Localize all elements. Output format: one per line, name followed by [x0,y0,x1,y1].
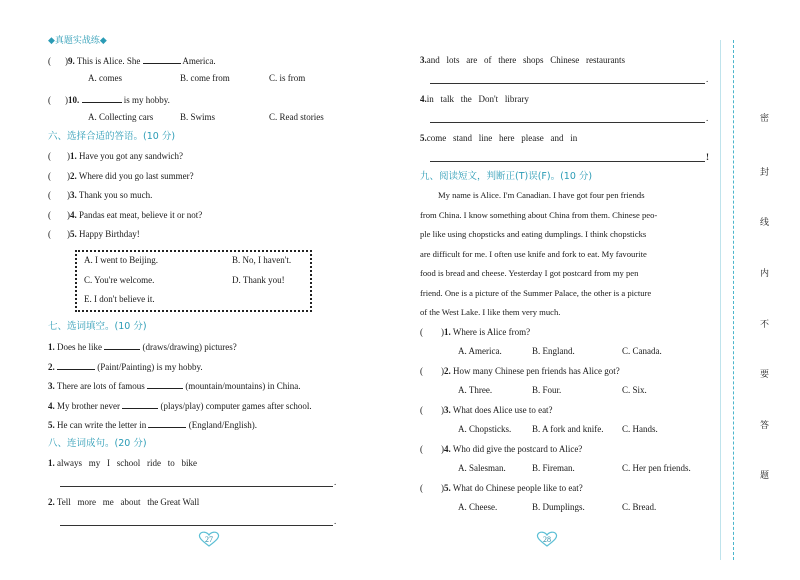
answer-choice: E. I don't believe it. [84,294,155,304]
reading-passage [420,186,716,323]
option: A. America. [458,346,502,356]
answer-line[interactable] [430,161,705,162]
answer-line[interactable] [60,486,333,487]
seal-char: 密 [760,114,770,124]
s6-item: ( )3. Thank you so much. [48,190,153,200]
line-end: . [706,74,709,84]
reading-question: ( )5. What do Chinese people like to eat? [420,483,583,493]
passage-line: food is bread and cheese. Yesterday I got postcard from my pen [420,268,639,278]
s8-item: 1. always my I school ride to bike [48,458,197,468]
passage-line: of the West Lake. I like them very much. [420,307,561,317]
margin-line [720,40,721,560]
page-number: 28 [543,535,551,544]
line-end: ! [706,152,709,162]
option: B. Dumplings. [532,502,585,512]
seal-char: 不 [760,320,770,330]
answer-choice: C. You're welcome. [84,275,155,285]
line-end: . [706,113,709,123]
option: A. comes [88,73,122,83]
s7-item: 3. There are lots of famous (mountain/mountains) in China. [48,381,301,391]
s8-item: 3.and lots are of there shops Chinese restaurants [420,55,625,65]
s7-item: 5. He can write the letter in (England/English). [48,420,257,430]
s7-item: 2. (Paint/Painting) is my hobby. [48,362,203,372]
option: A. Three. [458,385,493,395]
seal-line [733,40,734,560]
answer-line[interactable] [60,525,333,526]
option: C. Bread. [622,502,657,512]
option: C. Canada. [622,346,662,356]
option: B. come from [180,73,230,83]
seal-char: 答 [760,421,770,431]
section-6-title: 六、选择合适的答语。(10 分) [48,131,176,142]
answer-blank[interactable] [104,340,140,350]
option: C. Her pen friends. [622,463,691,473]
section-8-title: 八、连词成句。(20 分) [48,438,147,449]
reading-question: ( )1. Where is Alice from? [420,327,531,337]
answer-blank[interactable] [143,54,181,64]
passage-line: friend. One is a picture of the Summer Palace, the other is a picture [420,287,652,298]
passage-line: are difficult for me. I often use knife and fork to eat. My favourite [420,248,647,259]
option: B. Swims [180,112,216,122]
s8-item: 5.come stand line here please and in [420,133,578,143]
s8-item: 2. Tell more me about the Great Wall [48,497,200,507]
s8-item: 4.in talk the Don't library [420,94,529,104]
answer-blank[interactable] [147,379,183,389]
answer-line[interactable] [430,83,705,84]
passage-line: ple like using chopsticks and eating dumplings. I think chopsticks [420,229,647,239]
answer-choice: A. I went to Beijing. [84,255,158,265]
option: B. Four. [532,385,562,395]
passage-line: My name is Alice. I'm Canadian. I have got four pen friends [438,190,645,200]
option: A. Salesman. [458,463,506,473]
reading-question: ( )3. What does Alice use to eat? [420,405,553,415]
answer-blank[interactable] [82,93,122,103]
question-10: ( )10. is my hobby. [48,95,170,105]
seal-char: 封 [760,168,770,178]
option: A. Chopsticks. [458,424,512,434]
line-end: . [334,477,337,487]
option: C. is from [269,73,306,83]
answer-blank[interactable] [122,399,158,409]
s6-item: ( )5. Happy Birthday! [48,229,140,239]
answer-choice: B. No, I haven't. [232,255,292,265]
option: B. England. [532,346,575,356]
reading-question: ( )4. Who did give the postcard to Alice? [420,444,583,454]
s7-item: 1. Does he like (draws/drawing) pictures? [48,342,237,352]
section-9-title: 九、阅读短文，判断正(T)误(F)。(10 分) [420,171,593,182]
option: A. Cheese. [458,502,498,512]
answer-choice: D. Thank you! [232,275,285,285]
s6-item: ( )2. Where did you go last summer? [48,171,194,181]
seal-char: 要 [760,370,770,380]
seal-char: 内 [760,269,770,279]
option: C. Six. [622,385,647,395]
question-9: ( )9. This is Alice. She America. [48,56,216,66]
line-end: . [334,516,337,526]
passage-line: from China. I know something about China from them. Chinese peo- [420,209,658,220]
s6-item: ( )1. Have you got any sandwich? [48,151,183,161]
answer-line[interactable] [430,122,705,123]
option: B. A fork and knife. [532,424,604,434]
option: C. Hands. [622,424,658,434]
s7-item: 4. My brother never (plays/play) computer games after school. [48,401,312,411]
page-number: 27 [205,535,213,544]
answer-blank[interactable] [148,418,186,428]
section-tag: ◆真题实战练◆ [48,36,107,46]
s6-item: ( )4. Pandas eat meat, believe it or not? [48,210,203,220]
section-7-title: 七、选词填空。(10 分) [48,321,147,332]
option: C. Read stories [269,112,324,122]
seal-char: 线 [760,218,770,228]
option: B. Fireman. [532,463,575,473]
option: A. Collecting cars [88,112,154,122]
answer-blank[interactable] [57,360,95,370]
reading-question: ( )2. How many Chinese pen friends has Alice got? [420,366,620,376]
seal-char: 题 [760,471,770,481]
